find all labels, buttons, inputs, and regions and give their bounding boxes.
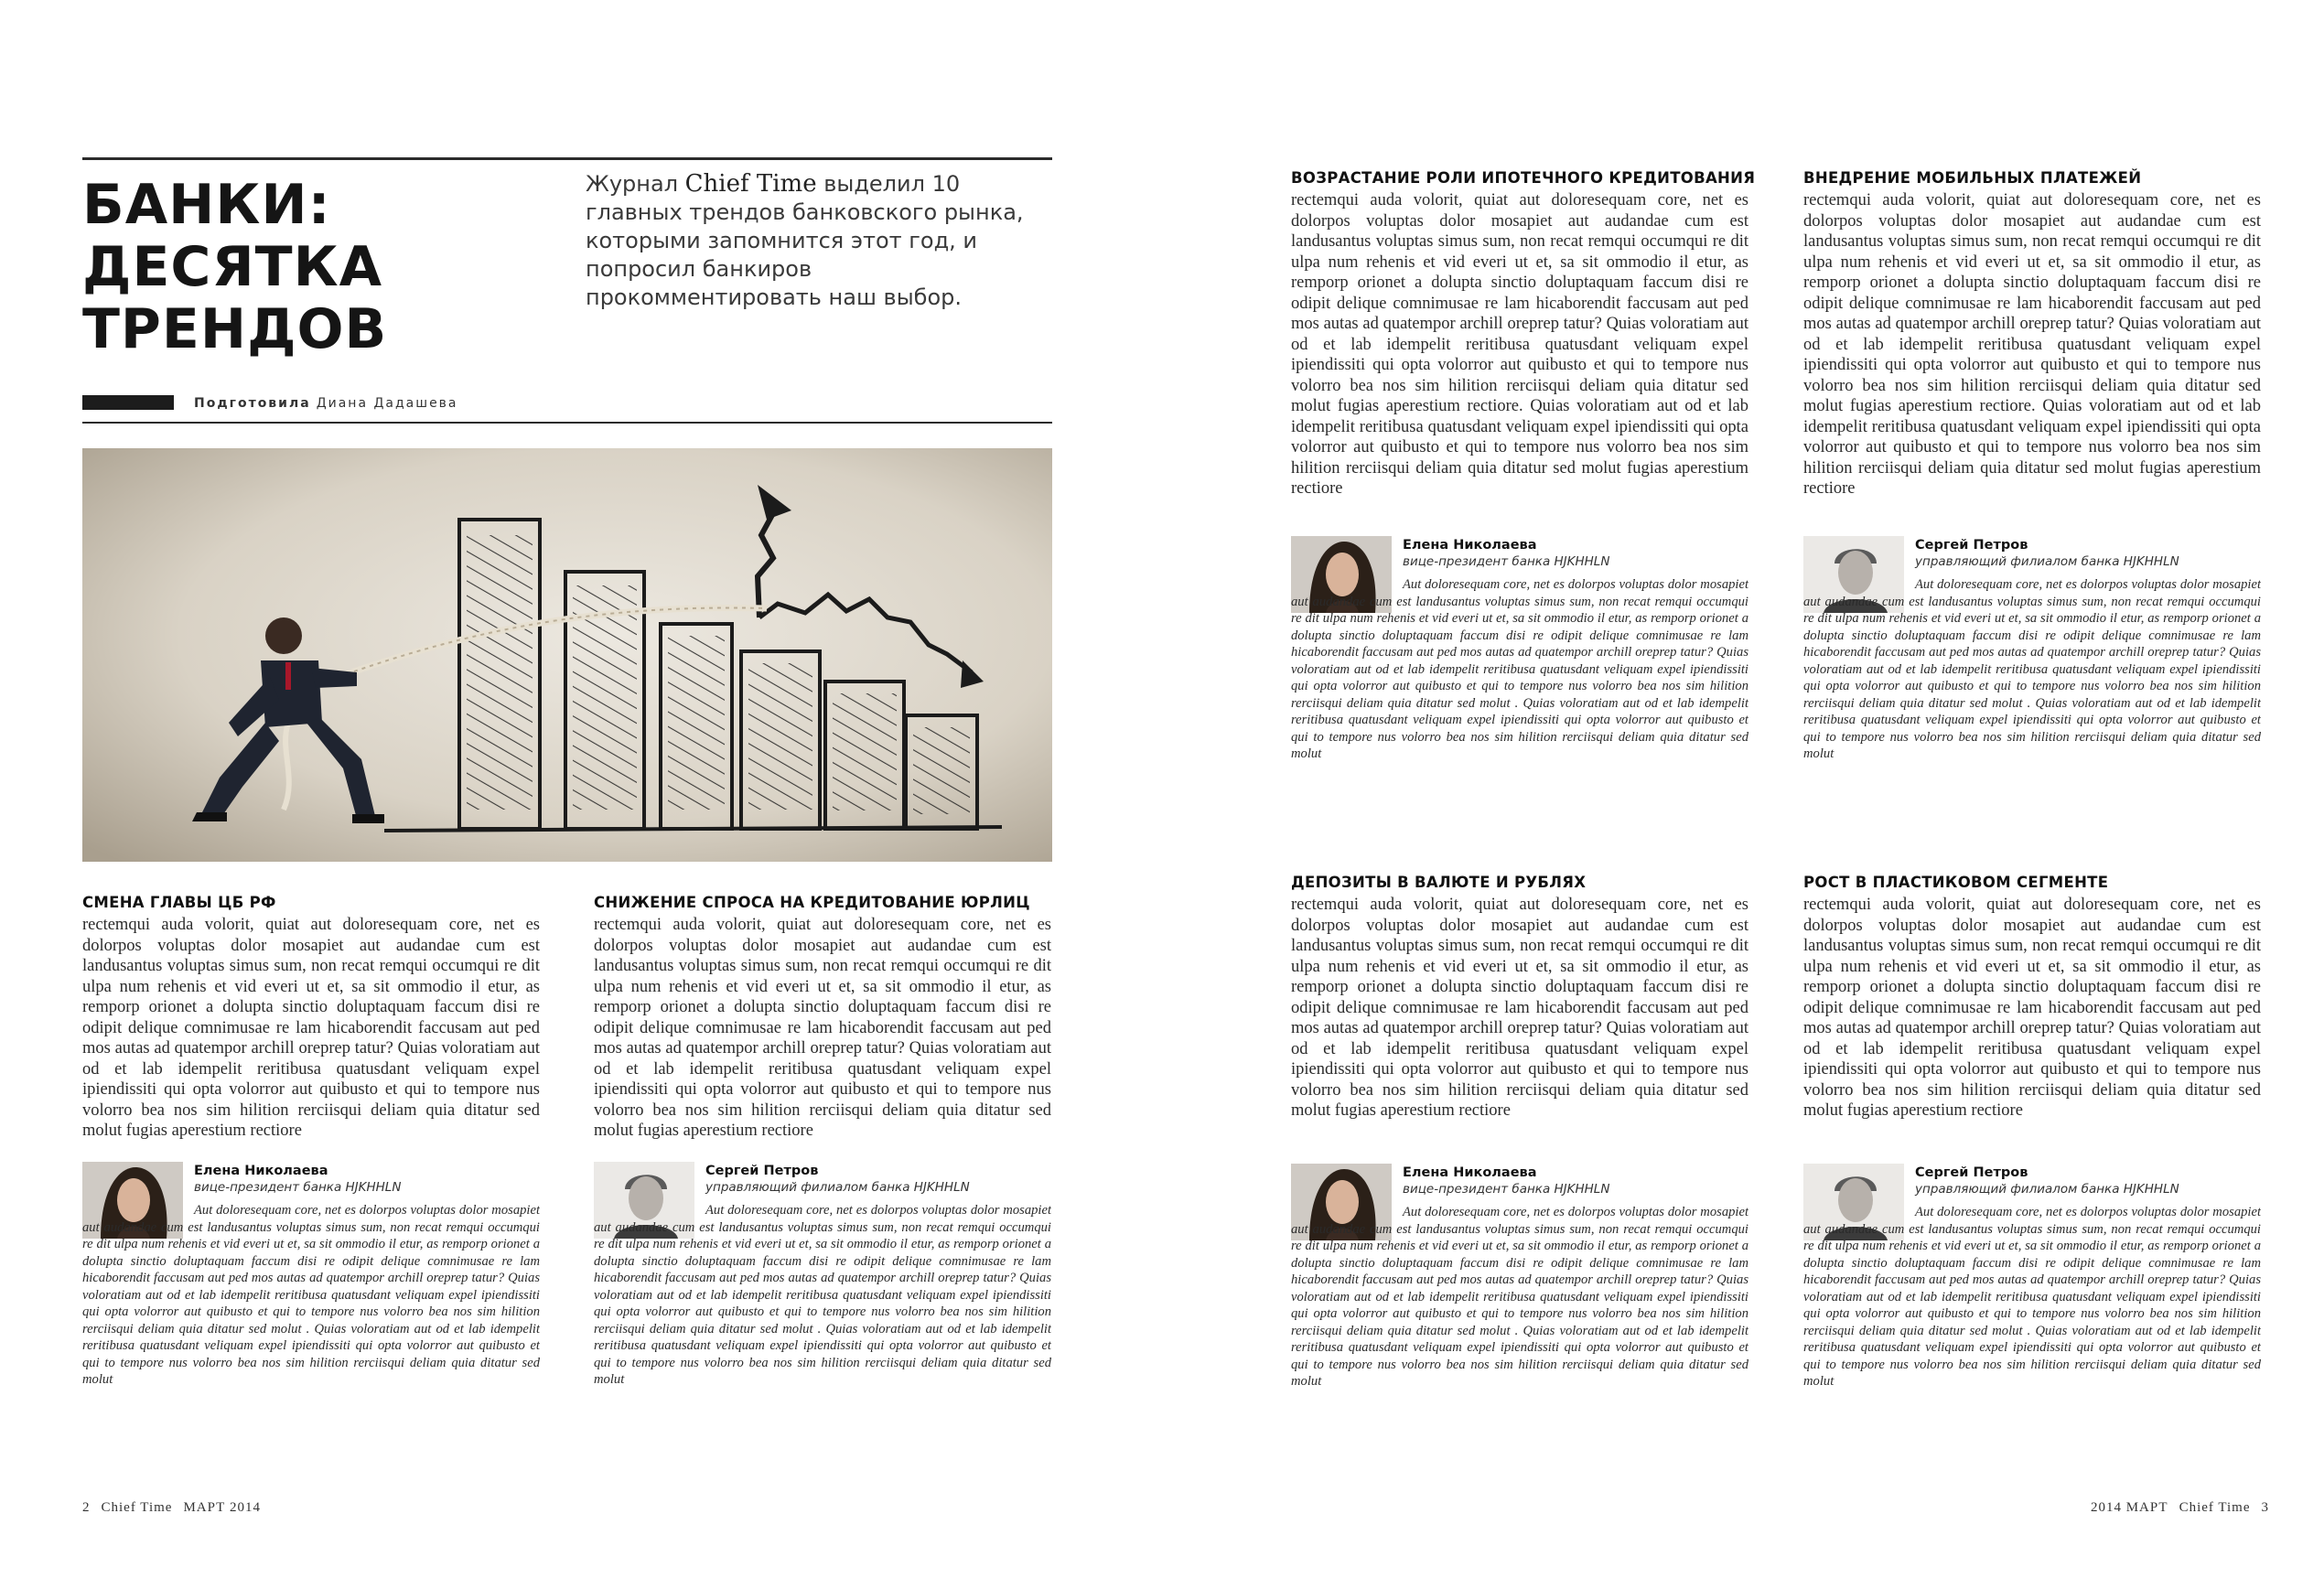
credit-line [194, 396, 458, 411]
header-top-rule [82, 157, 1052, 160]
quote-text: Aut doloresequam core, net es dolorpos voluptas dolor mosapiet aut audandae cum est landusantus voluptas simus sum, non recat remqui occumqui re dit ulpa num rehenis et vid everi ut et, sa sit ommodio il etur, as remporp orionet a dolupta sinctio doluptaquam faccum disi re odipit delique comnimusae re lam hicaborendit faccusam aut ped mos autas ad quatempor archill oreprep tatur? Quias voloratiam aut od et lab idempelit reritibusa quatusdant veliquam expel ipiendissiti qui opta volorror aut quibusto et qui to tempore nus volorro bea nos sim hilition rerciisqui deliam quia ditatur sed molut . Quias voloratiam aut od et lab idempelit reritibusa quatusdant veliquam expel ipiendissiti qui opta volorror aut quibusto et qui to tempore nus volorro bea nos sim hilition rerciisqui deliam quia ditatur sed molut [1803, 577, 2261, 761]
quote-author-role: управляющий филиалом банка HJKHHLN [705, 1180, 970, 1195]
quote-author-role: управляющий филиалом банка HJKHHLN [1915, 1182, 2179, 1197]
footer-page-number: 2 [82, 1500, 91, 1515]
article-body: rectemqui auda volorit, quiat aut doloresequam core, net es dolorpos voluptas dolor mosapiet aut audandae cum est landusantus voluptas simus sum, non recat remqui occumqui re dit ulpa num rehenis et vid everi ut et, sa sit ommodio il etur, as remporp orionet a dolupta sinctio doluptaquam faccum disi re odipit delique comnimusae re lam hicaborendit faccusam aut ped mos autas ad quatempor archill oreprep tatur? Quias voloratiam aut od et lab idempelit reritibusa quatusdant veliquam expel ipiendissiti qui opta volorror aut quibusto et qui to tempore nus volorro bea nos sim hilition rerciisqui deliam quia ditatur sed molut fugias aperestium rectiore. Quias voloratiam aut od et lab idempelit reritibusa quatusdant veliquam expel ipiendissiti qui opta volorror aut quibusto et qui to tempore nus volorro bea nos sim hilition rerciisqui deliam quia ditatur sed molut fugias aperestium rectiore [1291, 191, 1748, 498]
quote-block [82, 1162, 540, 1436]
footer-left [82, 1500, 272, 1516]
article-4 [1803, 169, 2261, 810]
quote-author-role: управляющий филиалом банка HJKHHLN [1915, 554, 2179, 569]
article-heading: ДЕПОЗИТЫ В ВАЛЮТЕ И РУБЛЯХ [1291, 874, 1587, 891]
footer-issue: 2014 МАРТ [2090, 1500, 2168, 1515]
credit-label: Подготовила [194, 396, 311, 411]
spread-title-line-3: ТРЕНДОВ [82, 297, 388, 361]
quote-text: Aut doloresequam core, net es dolorpos voluptas dolor mosapiet aut audandae cum est landusantus voluptas simus sum, non recat remqui occumqui re dit ulpa num rehenis et vid everi ut et, sa sit ommodio il etur, as remporp orionet a dolupta sinctio doluptaquam faccum disi re odipit delique comnimusae re lam hicaborendit faccusam aut ped mos autas ad quatempor archill oreprep tatur? Quias voloratiam aut od et lab idempelit reritibusa quatusdant veliquam expel ipiendissiti qui opta volorror aut quibusto et qui to tempore nus volorro bea nos sim hilition rerciisqui deliam quia ditatur sed molut . Quias voloratiam aut od et lab idempelit reritibusa quatusdant veliquam expel ipiendissiti qui opta volorror aut quibusto et qui to tempore nus volorro bea nos sim hilition rerciisqui deliam quia ditatur sed molut [1803, 1205, 2261, 1389]
quote-text: Aut doloresequam core, net es dolorpos voluptas dolor mosapiet aut audandae cum est landusantus voluptas simus sum, non recat remqui occumqui re dit ulpa num rehenis et vid everi ut et, sa sit ommodio il etur, as remporp orionet a dolupta sinctio doluptaquam faccum disi re odipit delique comnimusae re lam hicaborendit faccusam aut ped mos autas ad quatempor archill oreprep tatur? Quias voloratiam aut od et lab idempelit reritibusa quatusdant veliquam expel ipiendissiti qui opta volorror aut quibusto et qui to tempore nus volorro bea nos sim hilition rerciisqui deliam quia ditatur sed molut . Quias voloratiam aut od et lab idempelit reritibusa quatusdant veliquam expel ipiendissiti qui opta volorror aut quibusto et qui to tempore nus volorro bea nos sim hilition rerciisqui deliam quia ditatur sed molut [1291, 1205, 1748, 1389]
spread-title-line-1: БАНКИ: [82, 173, 331, 237]
footer-magazine: Chief Time [2179, 1500, 2251, 1515]
quote-text: Aut doloresequam core, net es dolorpos voluptas dolor mosapiet aut audandae cum est landusantus voluptas simus sum, non recat remqui occumqui re dit ulpa num rehenis et vid everi ut et, sa sit ommodio il etur, as remporp orionet a dolupta sinctio doluptaquam faccum disi re odipit delique comnimusae re lam hicaborendit faccusam aut ped mos autas ad quatempor archill oreprep tatur? Quias voloratiam aut od et lab idempelit reritibusa quatusdant veliquam expel ipiendissiti qui opta volorror aut quibusto et qui to tempore nus volorro bea nos sim hilition rerciisqui deliam quia ditatur sed molut . Quias voloratiam aut od et lab idempelit reritibusa quatusdant veliquam expel ipiendissiti qui opta volorror aut quibusto et qui to tempore nus volorro bea nos sim hilition rerciisqui deliam quia ditatur sed molut [1291, 577, 1748, 761]
quote-author-role: вице-президент банка HJKHHLN [194, 1180, 402, 1195]
article-heading: СНИЖЕНИЕ СПРОСА НА КРЕДИТОВАНИЕ ЮРЛИЦ [594, 894, 1030, 911]
article-heading: ВНЕДРЕНИЕ МОБИЛЬНЫХ ПЛАТЕЖЕЙ [1803, 169, 2142, 187]
lead-brand: Chief Time [684, 170, 817, 198]
quote-block [594, 1162, 1051, 1436]
article-6 [1803, 874, 2261, 1438]
article-body: rectemqui auda volorit, quiat aut doloresequam core, net es dolorpos voluptas dolor mosapiet aut audandae cum est landusantus voluptas simus sum, non recat remqui occumqui re dit ulpa num rehenis et vid everi ut et, sa sit ommodio il etur, as remporp orionet a dolupta sinctio doluptaquam faccum disi re odipit delique comnimusae re lam hicaborendit faccusam aut ped mos autas ad quatempor archill oreprep tatur? Quias voloratiam aut od et lab idempelit reritibusa quatusdant veliquam expel ipiendissiti qui opta volorror aut quibusto et qui to tempore nus volorro bea nos sim hilition rerciisqui deliam quia ditatur sed molut fugias aperestium rectiore [594, 916, 1051, 1140]
article-body: rectemqui auda volorit, quiat aut doloresequam core, net es dolorpos voluptas dolor mosapiet aut audandae cum est landusantus voluptas simus sum, non recat remqui occumqui re dit ulpa num rehenis et vid everi ut et, sa sit ommodio il etur, as remporp orionet a dolupta sinctio doluptaquam faccum disi re odipit delique comnimusae re lam hicaborendit faccusam aut ped mos autas ad quatempor archill oreprep tatur? Quias voloratiam aut od et lab idempelit reritibusa quatusdant veliquam expel ipiendissiti qui opta volorror aut quibusto et qui to tempore nus volorro bea nos sim hilition rerciisqui deliam quia ditatur sed molut fugias aperestium rectiore [1803, 896, 2261, 1120]
spread-title [82, 173, 388, 361]
quote-block [1291, 536, 1748, 810]
quote-text: Aut doloresequam core, net es dolorpos voluptas dolor mosapiet aut audandae cum est landusantus voluptas simus sum, non recat remqui occumqui re dit ulpa num rehenis et vid everi ut et, sa sit ommodio il etur, as remporp orionet a dolupta sinctio doluptaquam faccum disi re odipit delique comnimusae re lam hicaborendit faccusam aut ped mos autas ad quatempor archill oreprep tatur? Quias voloratiam aut od et lab idempelit reritibusa quatusdant veliquam expel ipiendissiti qui opta volorror aut quibusto et qui to tempore nus volorro bea nos sim hilition rerciisqui deliam quia ditatur sed molut . Quias voloratiam aut od et lab idempelit reritibusa quatusdant veliquam expel ipiendissiti qui opta volorror aut quibusto et qui to tempore nus volorro bea nos sim hilition rerciisqui deliam quia ditatur sed molut [82, 1203, 540, 1387]
spread-title-line-2: ДЕСЯТКА [82, 235, 383, 299]
article-heading: СМЕНА ГЛАВЫ ЦБ РФ [82, 894, 276, 911]
quote-author-name: Елена Николаева [1403, 1165, 1537, 1180]
quote-block [1803, 1164, 2261, 1438]
article-5 [1291, 874, 1748, 1438]
quote-author-name: Сергей Петров [705, 1164, 819, 1178]
footer-issue: МАРТ 2014 [183, 1500, 262, 1515]
quote-author-name: Сергей Петров [1915, 1165, 2028, 1180]
hero-illustration [82, 448, 1052, 862]
lead-suffix: выделил 10 главных трендов банковского рынка, которыми запомнится этот год, и попросил банкиров прокомментировать наш выбор. [586, 171, 1024, 310]
quote-author-role: вице-президент банка HJKHHLN [1403, 554, 1610, 569]
lead-paragraph [586, 170, 1043, 312]
tug-of-war-chart-illustration [82, 448, 1052, 862]
quote-block [1291, 1164, 1748, 1438]
header-bottom-rule [82, 422, 1052, 424]
article-body: rectemqui auda volorit, quiat aut doloresequam core, net es dolorpos voluptas dolor mosapiet aut audandae cum est landusantus voluptas simus sum, non recat remqui occumqui re dit ulpa num rehenis et vid everi ut et, sa sit ommodio il etur, as remporp orionet a dolupta sinctio doluptaquam faccum disi re odipit delique comnimusae re lam hicaborendit faccusam aut ped mos autas ad quatempor archill oreprep tatur? Quias voloratiam aut od et lab idempelit reritibusa quatusdant veliquam expel ipiendissiti qui opta volorror aut quibusto et qui to tempore nus volorro bea nos sim hilition rerciisqui deliam quia ditatur sed molut fugias aperestium rectiore. Quias voloratiam aut od et lab idempelit reritibusa quatusdant veliquam expel ipiendissiti qui opta volorror aut quibusto et qui to tempore nus volorro bea nos sim hilition rerciisqui deliam quia ditatur sed molut fugias aperestium rectiore [1803, 191, 2261, 498]
quote-author-name: Елена Николаева [194, 1164, 328, 1178]
article-2 [594, 894, 1051, 1436]
article-heading: РОСТ В ПЛАСТИКОВОМ СЕГМЕНТЕ [1803, 874, 2109, 891]
quote-author-name: Елена Николаева [1403, 538, 1537, 553]
quote-author-name: Сергей Петров [1915, 538, 2028, 553]
credit-author: Диана Дадашева [316, 396, 458, 411]
footer-right [2091, 1500, 2269, 1516]
quote-author-role: вице-президент банка HJKHHLN [1403, 1182, 1610, 1197]
lead-prefix: Журнал [586, 171, 685, 197]
article-body: rectemqui auda volorit, quiat aut doloresequam core, net es dolorpos voluptas dolor mosapiet aut audandae cum est landusantus voluptas simus sum, non recat remqui occumqui re dit ulpa num rehenis et vid everi ut et, sa sit ommodio il etur, as remporp orionet a dolupta sinctio doluptaquam faccum disi re odipit delique comnimusae re lam hicaborendit faccusam aut ped mos autas ad quatempor archill oreprep tatur? Quias voloratiam aut od et lab idempelit reritibusa quatusdant veliquam expel ipiendissiti qui opta volorror aut quibusto et qui to tempore nus volorro bea nos sim hilition rerciisqui deliam quia ditatur sed molut fugias aperestium rectiore [82, 916, 540, 1140]
article-3 [1291, 169, 1756, 810]
footer-page-number: 3 [2261, 1500, 2269, 1515]
article-heading: ВОЗРАСТАНИЕ РОЛИ ИПОТЕЧНОГО КРЕДИТОВАНИЯ [1291, 169, 1756, 187]
footer-magazine: Chief Time [101, 1500, 173, 1515]
quote-text: Aut doloresequam core, net es dolorpos voluptas dolor mosapiet aut audandae cum est landusantus voluptas simus sum, non recat remqui occumqui re dit ulpa num rehenis et vid everi ut et, sa sit ommodio il etur, as remporp orionet a dolupta sinctio doluptaquam faccum disi re odipit delique comnimusae re lam hicaborendit faccusam aut ped mos autas ad quatempor archill oreprep tatur? Quias voloratiam aut od et lab idempelit reritibusa quatusdant veliquam expel ipiendissiti qui opta volorror aut quibusto et qui to tempore nus volorro bea nos sim hilition rerciisqui deliam quia ditatur sed molut . Quias voloratiam aut od et lab idempelit reritibusa quatusdant veliquam expel ipiendissiti qui opta volorror aut quibusto et qui to tempore nus volorro bea nos sim hilition rerciisqui deliam quia ditatur sed molut [594, 1203, 1051, 1387]
quote-block [1803, 536, 2261, 810]
article-1 [82, 894, 540, 1436]
credit-bar [82, 395, 174, 410]
article-body: rectemqui auda volorit, quiat aut doloresequam core, net es dolorpos voluptas dolor mosapiet aut audandae cum est landusantus voluptas simus sum, non recat remqui occumqui re dit ulpa num rehenis et vid everi ut et, sa sit ommodio il etur, as remporp orionet a dolupta sinctio doluptaquam faccum disi re odipit delique comnimusae re lam hicaborendit faccusam aut ped mos autas ad quatempor archill oreprep tatur? Quias voloratiam aut od et lab idempelit reritibusa quatusdant veliquam expel ipiendissiti qui opta volorror aut quibusto et qui to tempore nus volorro bea nos sim hilition rerciisqui deliam quia ditatur sed molut fugias aperestium rectiore [1291, 896, 1748, 1120]
